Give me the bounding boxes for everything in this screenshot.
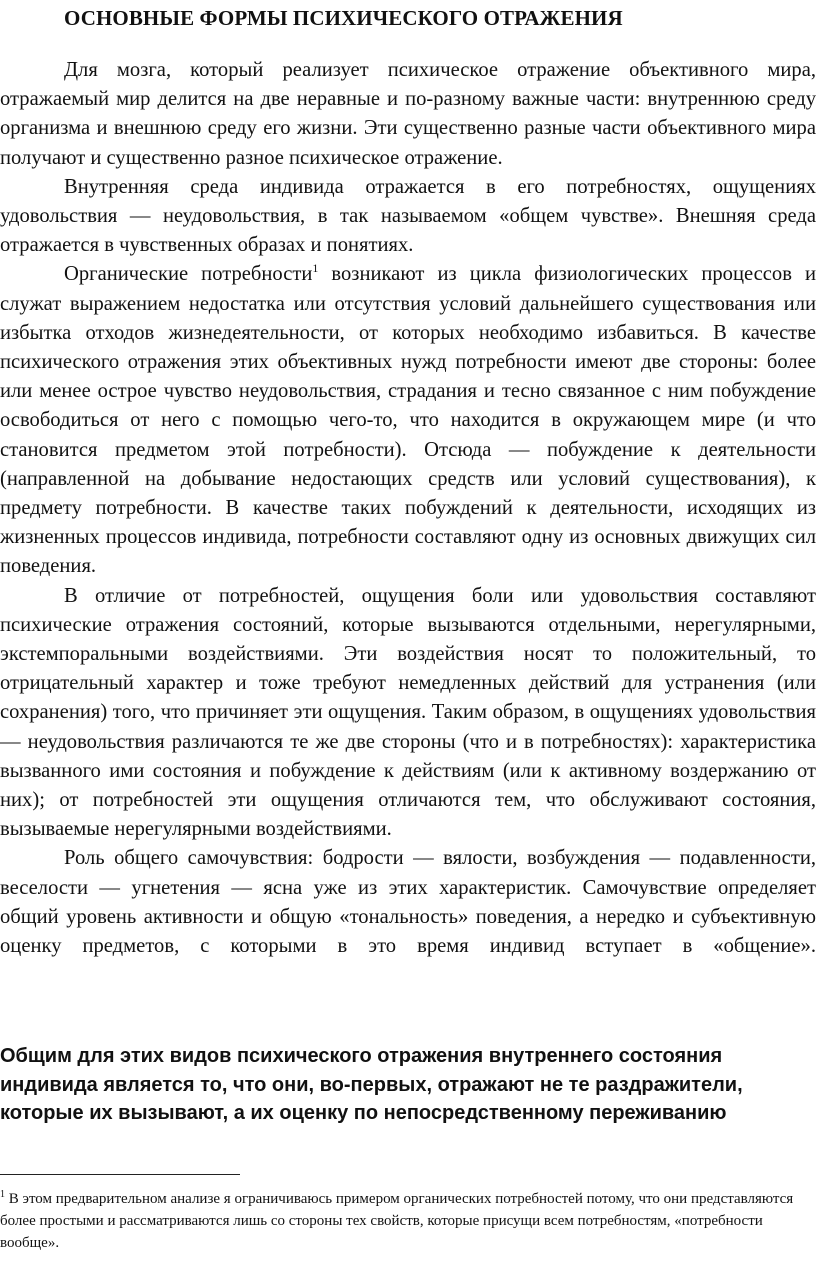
footnote-divider — [0, 1174, 240, 1175]
page-title: ОСНОВНЫЕ ФОРМЫ ПСИХИЧЕСКОГО ОТРАЖЕНИЯ — [64, 6, 623, 30]
body-text — [0, 56, 816, 961]
bold-line: индивида является то, что они, во-первых, отражают не те раздражители, — [0, 1073, 743, 1096]
footnote-text: В этом предварительном анализе я ограничиваюсь примером органических потребностей потому, что они представляются более простыми и рассматриваются лишь со стороны тех свойств, которые присущи всем потребностям, «потребности вообще». — [0, 1191, 794, 1251]
paragraph-1: Для мозга, который реализует психическое отражение объективного мира, отражаемый мир делится на две неравные и по-разному важные части: внутреннюю среду организма и внешнюю среду его жизни. Эти существенно разные части объективного мира получают и существенно разное психическое отражение. — [0, 59, 816, 169]
paragraph-3-start: Органические потребности — [64, 263, 313, 286]
bold-line: Общим для этих видов психического отражения внутреннего состояния — [0, 1045, 723, 1067]
bold-summary — [0, 1042, 780, 1128]
paragraph-2: Внутренняя среда индивида отражается в его потребностях, ощущениях удовольствия — неудовольствия, в так называемом «общем чувстве». Внешняя среда отражается в чувственных образах и понятиях. — [0, 175, 816, 257]
footnote-reference[interactable]: 1 — [312, 261, 319, 276]
paragraph-3-rest: возникают из цикла физиологических процессов и служат выражением недостатка или отсутствия условий дальнейшего существования или избытка отходов жизнедеятельности, от которых необходимо избавиться. В качестве психического отражения этих объективных нужд потребности имеют две стороны: более или менее острое чувство неудовольствия, страдания и тесно связанное с ним побуждение освободиться от него с помощью чего-то, что находится в окружающем мире (и что становится предметом этой потребности). Отсюда — побуждение к деятельности (направленной на добывание недостающих средств или условий существования), к предмету потребности. В качестве таких побуждений к деятельности, исходящих из жизненных процессов индивида, потребности составляют одну из основных движущих сил поведения. — [0, 263, 816, 578]
footnote-marker: 1 — [0, 1189, 5, 1200]
paragraph-3 — [0, 260, 816, 581]
paragraph-4: В отличие от потребностей, ощущения боли или удовольствия составляют психические отражения состояний, которые вызываются отдельными, нерегулярными, экстемпоральными воздействиями. Эти воздействия носят то положительный, то отрицательный характер и тоже требуют немедленных действий для устранения (или сохранения) того, что причиняет эти ощущения. Таким образом, в ощущениях удовольствия — неудовольствия различаются те же две стороны (что и в потребностях): характеристика вызванного ими состояния и побуждение к действиям (или к активному воздержанию от них); от потребностей эти ощущения отличаются тем, что обслуживают состояния, вызываемые нерегулярными воздействиями. — [0, 584, 816, 841]
footnote — [0, 1188, 812, 1254]
bold-line: которые их вызывают, а их оценку по непосредственному переживанию — [0, 1102, 727, 1124]
paragraph-5: Роль общего самочувствия: бодрости — вялости, возбуждения — подавленности, веселости — угнетения — ясна уже из этих характеристик. Самочувствие определяет общий уровень активности и общую «тональность» поведения, а нередко и субъективную оценку предметов, с которыми в это время индивид вступает в «общение». — [0, 847, 816, 958]
